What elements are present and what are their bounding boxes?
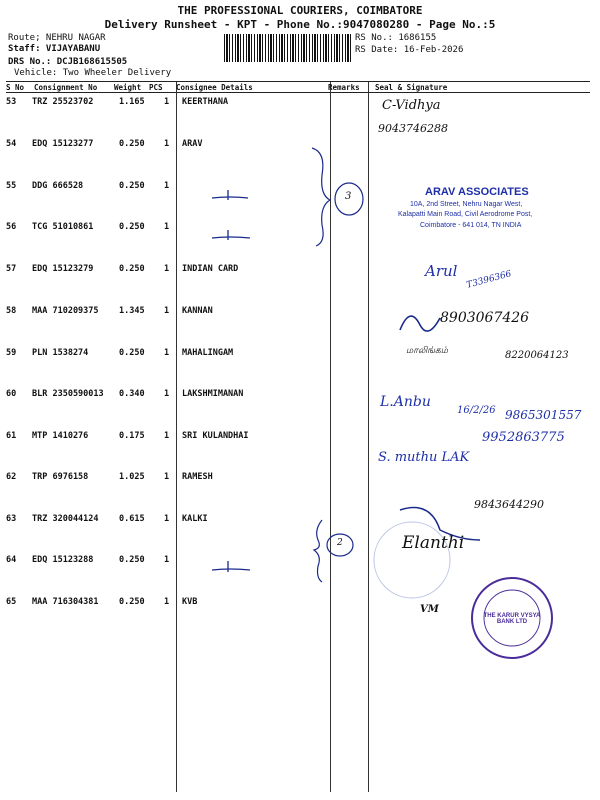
- dash-mark: [212, 230, 250, 240]
- row-consignment: BLR 2350590013: [32, 389, 104, 399]
- row-consignee: KVB: [182, 597, 198, 607]
- dash-mark: [212, 190, 248, 200]
- col-sno: S No: [6, 83, 25, 92]
- row-consignee: KEERTHANA: [182, 97, 229, 107]
- row-weight: 0.175: [119, 431, 145, 441]
- row-pcs: 1: [164, 139, 170, 149]
- row-consignee: MAHALINGAM: [182, 348, 234, 358]
- handwritten-date: 16/2/26: [457, 405, 496, 416]
- col-seal: Seal & Signature: [375, 83, 448, 92]
- bracket-count: 2: [337, 538, 343, 548]
- stamp-line: 10A, 2nd Street, Nehru Nagar West,: [410, 201, 523, 208]
- row-pcs: 1: [164, 306, 170, 316]
- row-pcs: 1: [164, 514, 170, 524]
- row-consignment: PLN 1538274: [32, 348, 89, 358]
- vehicle-label: Vehicle: Two Wheeler Delivery: [14, 68, 172, 78]
- row-weight: 0.250: [119, 555, 145, 565]
- row-pcs: 1: [164, 389, 170, 399]
- signature: C-Vidhya: [382, 98, 441, 113]
- row-consignment: DDG 666528: [32, 181, 84, 191]
- signature: Arul: [425, 262, 458, 280]
- stamp-line: Coimbatore - 641 014, TN INDIA: [420, 222, 522, 229]
- col-consignment: Consignment No: [34, 83, 98, 92]
- handwritten-initials: VM: [420, 604, 439, 615]
- signature: L.Anbu: [380, 394, 431, 410]
- brace-mark: [314, 520, 322, 582]
- row-consignee: KALKI: [182, 514, 208, 524]
- row-sno: 64: [6, 555, 17, 565]
- row-consignee: ARAV: [182, 139, 203, 149]
- handwritten-phone: 8220064123: [505, 350, 569, 361]
- row-sno: 65: [6, 597, 17, 607]
- row-consignment: MTP 1410276: [32, 431, 89, 441]
- row-sno: 61: [6, 431, 17, 441]
- row-consignee: RAMESH: [182, 472, 213, 482]
- signature: மாலிங்கம்: [406, 346, 448, 356]
- row-sno: 53: [6, 97, 17, 107]
- row-consignment: TRZ 25523702: [32, 97, 94, 107]
- row-consignment: TCG 51010861: [32, 222, 94, 232]
- row-consignment: EDQ 15123277: [32, 139, 94, 149]
- handwritten-phone: 9865301557: [505, 408, 582, 422]
- row-consignment: EDQ 15123279: [32, 264, 94, 274]
- row-sno: 60: [6, 389, 17, 399]
- row-consignment: TRZ 320044124: [32, 514, 99, 524]
- col-consignee: Consignee Details: [176, 83, 253, 92]
- row-pcs: 1: [164, 222, 170, 232]
- row-sno: 58: [6, 306, 17, 316]
- row-consignee: INDIAN CARD: [182, 264, 239, 274]
- row-weight: 0.615: [119, 514, 145, 524]
- row-consignment: TRP 6976158: [32, 472, 89, 482]
- route-label: Route; NEHRU NAGAR: [8, 33, 106, 43]
- col-pcs: PCS: [149, 83, 163, 92]
- row-consignment: MAA 716304381: [32, 597, 99, 607]
- handwritten-phone: 9952863775: [482, 430, 565, 445]
- row-weight: 0.250: [119, 181, 145, 191]
- row-weight: 1.345: [119, 306, 145, 316]
- staff-label: Staff: VIJAYABANU: [8, 44, 101, 54]
- row-sno: 57: [6, 264, 17, 274]
- row-weight: 1.165: [119, 97, 145, 107]
- handwritten-name: S. muthu LAK: [378, 450, 470, 465]
- row-sno: 62: [6, 472, 17, 482]
- signature: Elanthi: [402, 533, 465, 553]
- row-pcs: 1: [164, 264, 170, 274]
- handwritten-phone: 9843644290: [474, 498, 544, 511]
- row-pcs: 1: [164, 348, 170, 358]
- dash-mark: [212, 561, 250, 572]
- row-pcs: 1: [164, 97, 170, 107]
- col-weight: Weight: [114, 83, 142, 92]
- row-weight: 0.250: [119, 222, 145, 232]
- row-weight: 0.340: [119, 389, 145, 399]
- row-pcs: 1: [164, 472, 170, 482]
- row-consignment: MAA 710209375: [32, 306, 99, 316]
- row-weight: 0.250: [119, 139, 145, 149]
- bank-seal-text: THE KARUR VYSYA BANK LTD: [483, 613, 541, 625]
- row-consignment: EDQ 15123288: [32, 555, 94, 565]
- stamp-line: Kalapatti Main Road, Civil Aerodrome Post,: [398, 211, 533, 218]
- rs-date: RS Date: 16-Feb-2026: [355, 45, 464, 55]
- row-weight: 1.025: [119, 472, 145, 482]
- row-pcs: 1: [164, 555, 170, 565]
- row-pcs: 1: [164, 431, 170, 441]
- row-weight: 0.250: [119, 348, 145, 358]
- row-consignee: LAKSHMIMANAN: [182, 389, 244, 399]
- rs-number: RS No.: 1686155: [355, 33, 437, 43]
- row-sno: 59: [6, 348, 17, 358]
- row-sno: 56: [6, 222, 17, 232]
- brace-mark: [312, 148, 330, 246]
- stamp-company: ARAV ASSOCIATES: [425, 186, 529, 198]
- row-consignee: SRI KULANDHAI: [182, 431, 249, 441]
- bracket-count: 3: [345, 191, 352, 202]
- runsheet-subtitle: Delivery Runsheet - KPT - Phone No.:9047080280 - Page No.:5: [104, 18, 496, 31]
- signature-stroke: [400, 316, 440, 331]
- row-sno: 63: [6, 514, 17, 524]
- row-sno: 55: [6, 181, 17, 191]
- handwritten-phone: 9043746288: [378, 122, 448, 135]
- row-weight: 0.250: [119, 264, 145, 274]
- drs-number: DRS No.: DCJB168615505: [8, 57, 128, 67]
- row-sno: 54: [6, 139, 17, 149]
- handwritten-id: T3396366: [465, 269, 513, 291]
- company-title: THE PROFESSIONAL COURIERS, COIMBATORE: [177, 4, 423, 17]
- row-pcs: 1: [164, 597, 170, 607]
- row-consignee: KANNAN: [182, 306, 213, 316]
- col-remarks: Remarks: [328, 83, 360, 92]
- row-weight: 0.250: [119, 597, 145, 607]
- handwritten-phone: 8903067426: [440, 310, 530, 326]
- row-pcs: 1: [164, 181, 170, 191]
